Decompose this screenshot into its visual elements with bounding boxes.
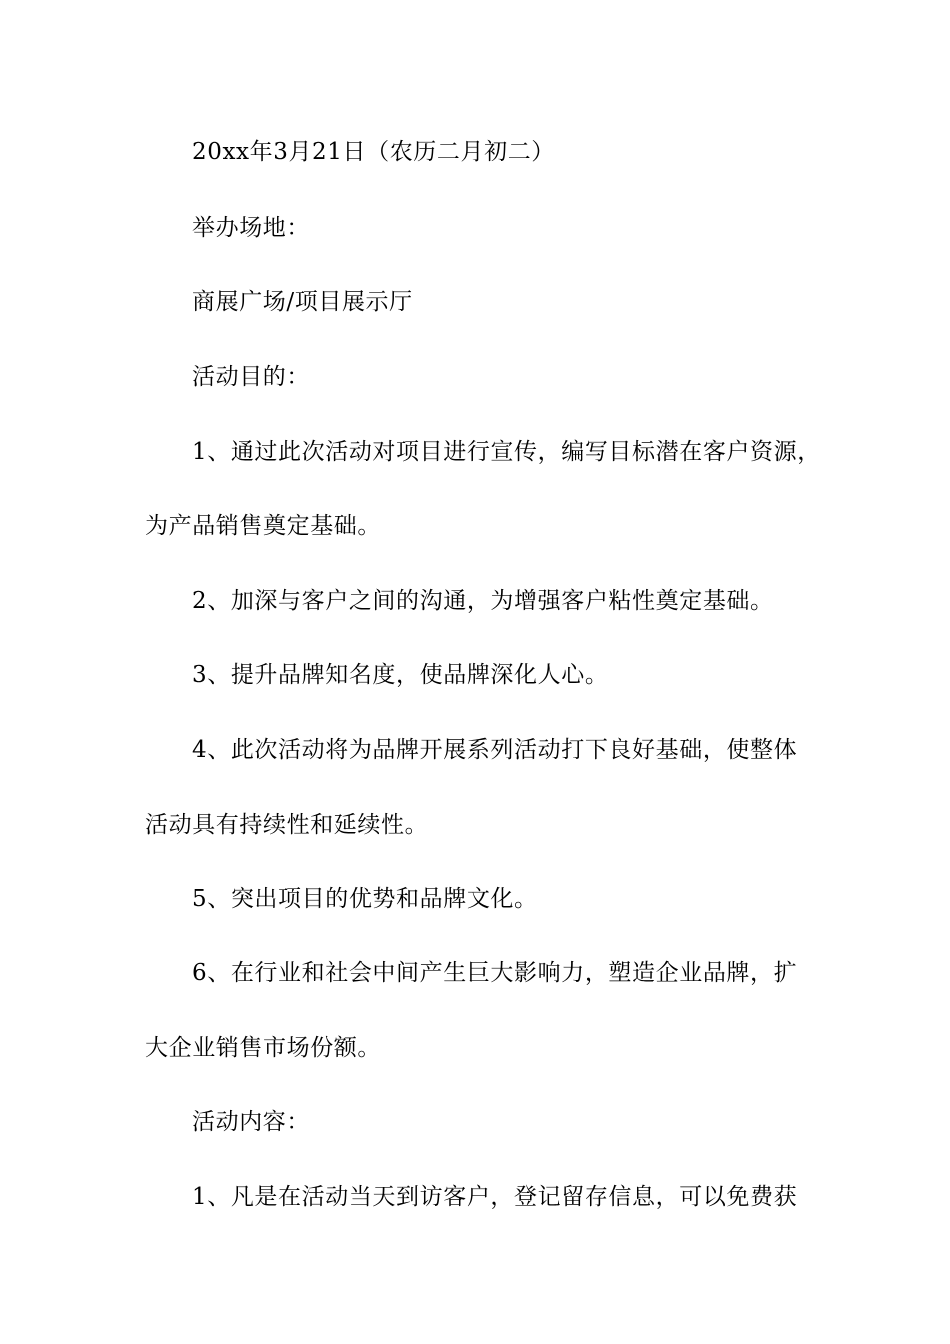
venue-heading: 举办场地： [192, 215, 310, 241]
event-date-line: 20xx年3月21日（农历二月初二） [192, 139, 555, 165]
purpose-item-3: 3、提升品牌知名度，使品牌深化人心。 [192, 662, 609, 688]
content-heading: 活动内容： [192, 1109, 310, 1135]
purpose-item-5: 5、突出项目的优势和品牌文化。 [192, 886, 538, 912]
purpose-item-1-line-1: 1、通过此次活动对项目进行宣传，编写目标潜在客户资源， [192, 439, 821, 465]
purpose-item-2: 2、加深与客户之间的沟通，为增强客户粘性奠定基础。 [192, 588, 774, 614]
purpose-item-6-line-1: 6、在行业和社会中间产生巨大影响力，塑造企业品牌，扩 [192, 960, 798, 986]
purpose-heading: 活动目的： [192, 364, 310, 390]
purpose-item-4-line-2: 活动具有持续性和延续性。 [145, 812, 429, 838]
venue-text: 商展广场/项目展示厅 [192, 289, 413, 315]
purpose-item-6-line-2: 大企业销售市场份额。 [145, 1035, 381, 1061]
purpose-item-4-line-1: 4、此次活动将为品牌开展系列活动打下良好基础，使整体 [192, 737, 798, 763]
content-item-1-line-1: 1、凡是在活动当天到访客户，登记留存信息，可以免费获 [192, 1184, 798, 1210]
purpose-item-1-line-2: 为产品销售奠定基础。 [145, 513, 381, 539]
